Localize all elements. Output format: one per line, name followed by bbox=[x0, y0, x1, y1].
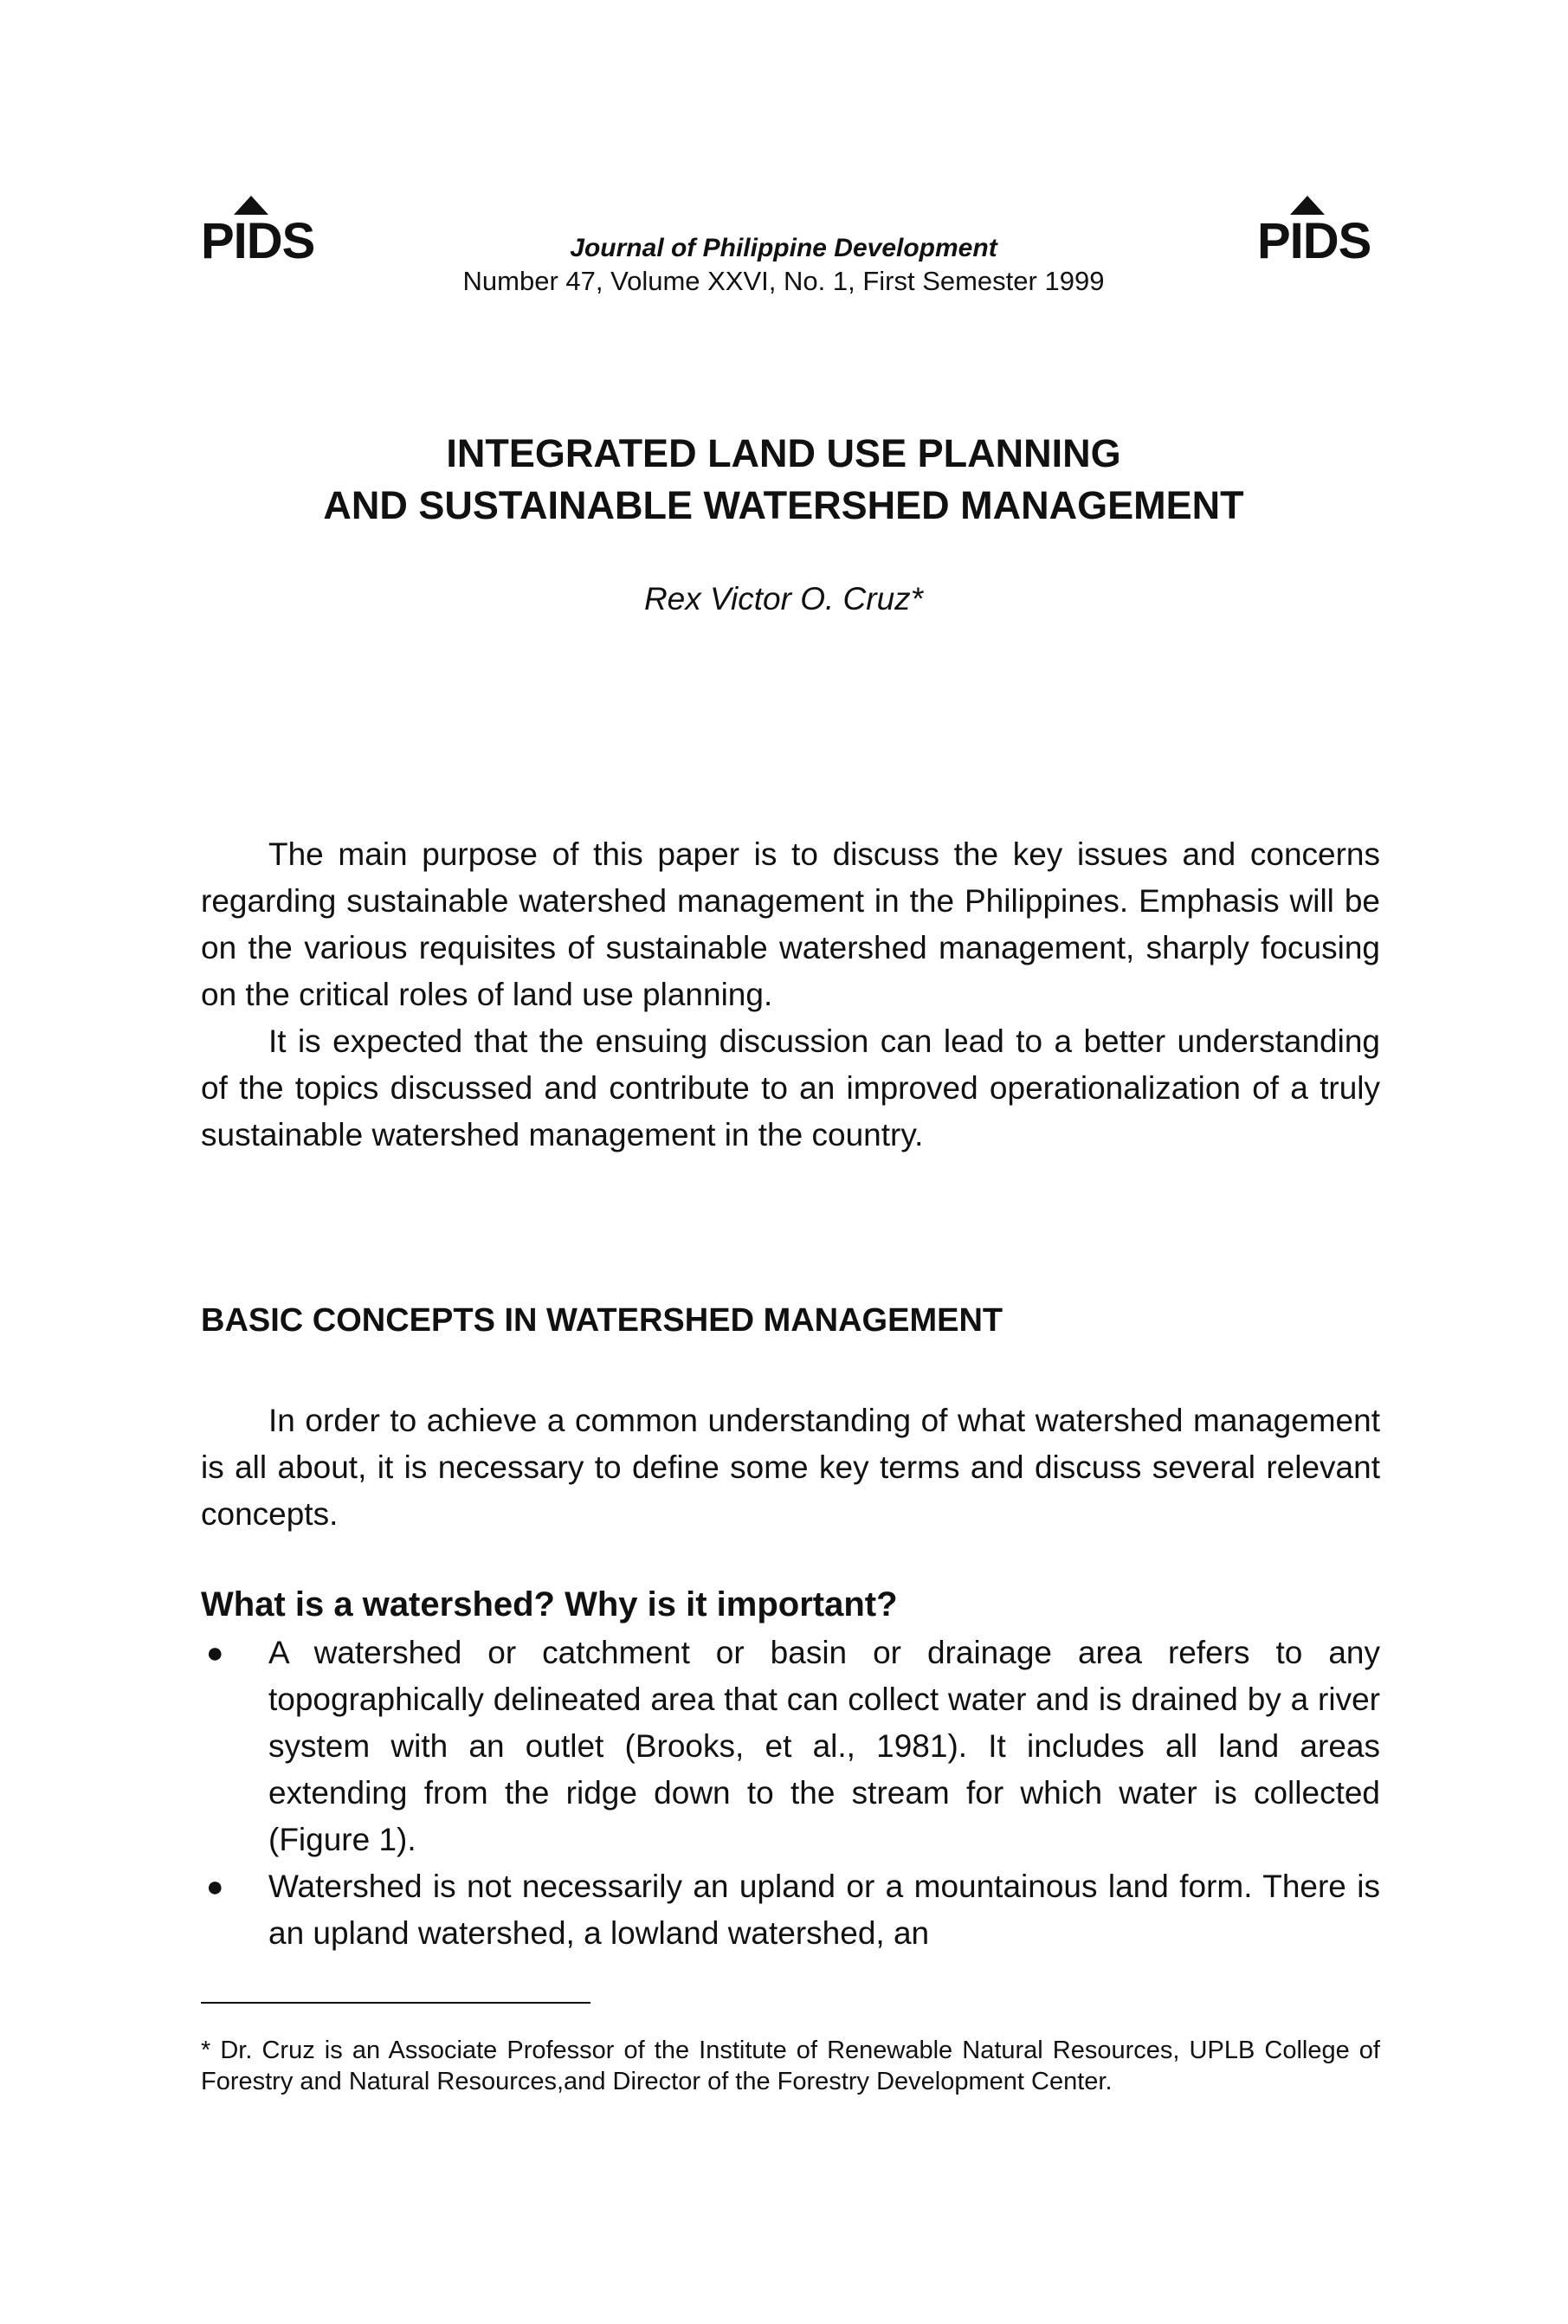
logo-roof-icon bbox=[234, 196, 268, 215]
abstract-paragraph-2: It is expected that the ensuing discussion can lead to a better understanding of the topics discussed and contribute to an improved operationalization of a truly sustainable watershed management in the country. bbox=[201, 1023, 1380, 1152]
logo-roof-icon bbox=[1290, 196, 1325, 215]
bullet-icon: ● bbox=[206, 1636, 224, 1669]
logo-text: PIDS bbox=[1257, 213, 1371, 269]
definition-list bbox=[201, 1630, 1380, 1957]
section-intro bbox=[201, 1398, 1380, 1538]
list-item-text: A watershed or catchment or basin or drainage area refers to any topographically delineated area that can collect water and is drained by a river system with an outlet (Brooks, et al., 1981). It includes all land areas extending from the ridge down to the stream for which water is collected (Figure 1). bbox=[268, 1635, 1380, 1857]
title-line-1: INTEGRATED LAND USE PLANNING bbox=[446, 431, 1121, 475]
journal-header bbox=[346, 232, 1221, 298]
bullet-icon: ● bbox=[206, 1870, 224, 1903]
intro-paragraph: In order to achieve a common understanding of what watershed management is all about, it is necessary to define some key terms and discuss several relevant concepts. bbox=[201, 1403, 1380, 1532]
logo-text: PIDS bbox=[201, 213, 315, 269]
list-item-text: Watershed is not necessarily an upland or a mountainous land form. There is an upland watershed, a lowland watershed, an bbox=[268, 1869, 1380, 1951]
article-title bbox=[173, 428, 1394, 532]
pids-logo-right bbox=[1257, 213, 1371, 269]
abstract bbox=[201, 831, 1380, 1159]
journal-title: Journal of Philippine Development bbox=[570, 234, 997, 262]
list-item bbox=[201, 1863, 1380, 1957]
list-item bbox=[201, 1630, 1380, 1863]
footnote-divider bbox=[201, 2002, 590, 2004]
author-footnote: * Dr. Cruz is an Associate Professor of the Institute of Renewable Natural Resources, UPLB College of Forestry and Natural Resources,and Director of the Forestry Development Center. bbox=[201, 2037, 1380, 2095]
title-line-2: AND SUSTAINABLE WATERSHED MANAGEMENT bbox=[323, 483, 1244, 527]
pids-logo-left bbox=[201, 213, 315, 269]
journal-issue: Number 47, Volume XXVI, No. 1, First Semester 1999 bbox=[462, 266, 1105, 296]
article-author: Rex Victor O. Cruz* bbox=[643, 581, 924, 617]
section-heading: BASIC CONCEPTS IN WATERSHED MANAGEMENT bbox=[201, 1302, 1003, 1339]
subsection-heading: What is a watershed? Why is it important? bbox=[201, 1585, 898, 1624]
abstract-paragraph-1: The main purpose of this paper is to discuss the key issues and concerns regarding sustainable watershed management in the Philippines. Emphasis will be on the various requisites of sustainable watershed management, sharply focusing on the critical roles of land use planning. bbox=[201, 836, 1380, 1012]
